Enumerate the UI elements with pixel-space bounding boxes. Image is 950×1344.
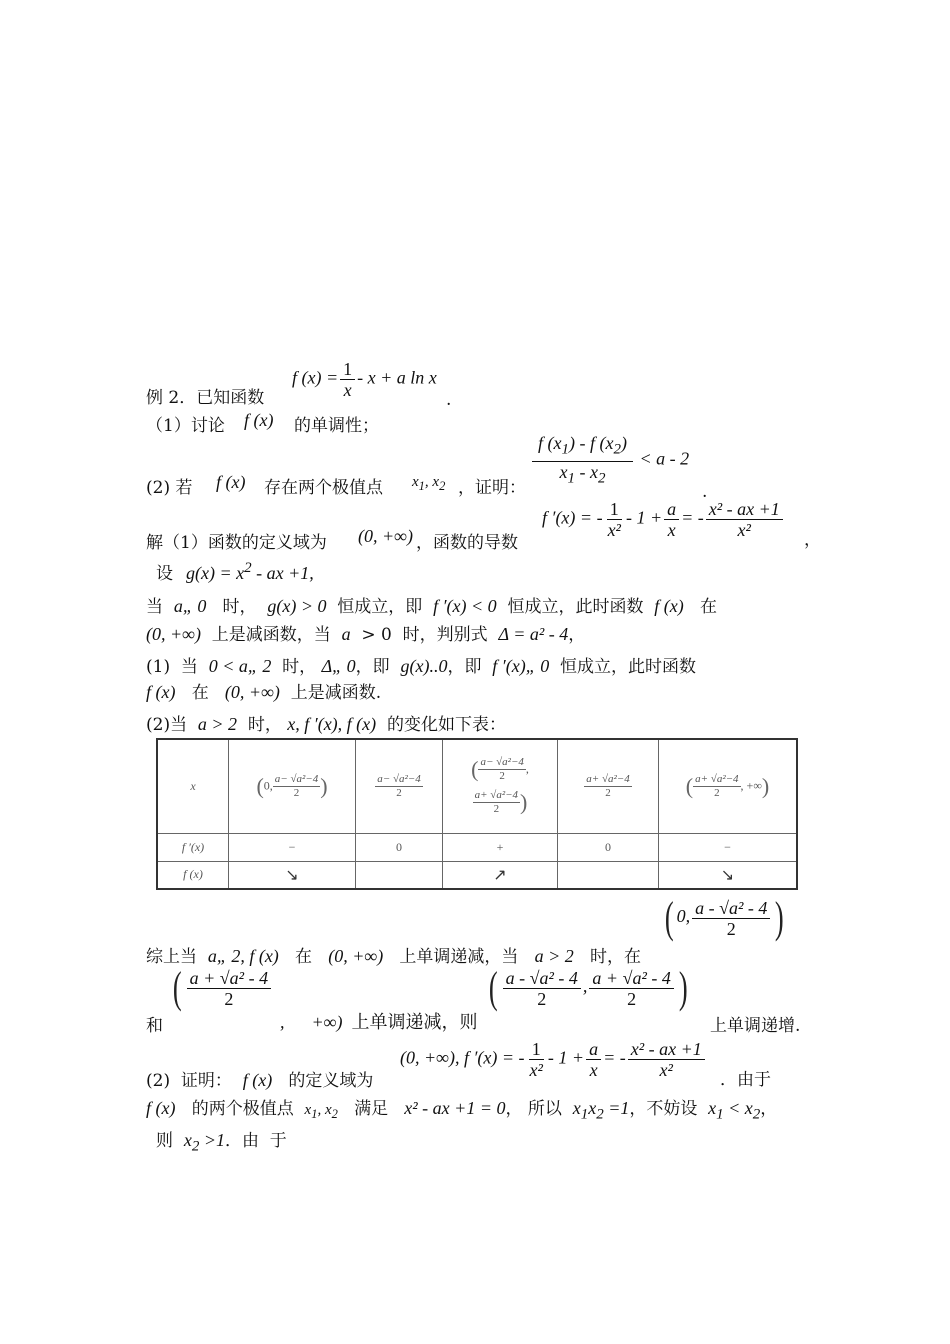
increasing-arrow-icon: ↗ — [443, 861, 558, 889]
function-definition: f (x) = $\frac{1}{x}$ - x + a ln x — [292, 359, 437, 400]
domain: (0, +∞) — [358, 526, 413, 546]
q2-prove: ，证明： — [458, 478, 526, 498]
case-a-le0-b: (0, +∞) 上是减函数，当 a > 0 时，判别式 Δ = a² - 4， — [146, 624, 586, 645]
variation-table — [156, 738, 798, 890]
summary-interval-3: ( $\frac{\text{a - √a² - 4}}{2}$ , $\frac{\text{a + √a² - 4}}{2}$ ) — [488, 963, 688, 1012]
derivative: f ′(x) = - $\frac{1}{\text{x²}}$ - 1 + $\frac{a}{x}$ = - $\frac{\text{x² - ax +1}}{\text{x²}}$ — [542, 500, 785, 539]
table-row-fprime — [157, 833, 797, 861]
cell-point-1: $\frac{\text{a− √a²−4}}{2}$ — [356, 739, 443, 833]
cell-fp-4: 0 — [558, 833, 659, 861]
proof-line-3: 则 $x_2 >1$．由 于 — [156, 1130, 287, 1155]
comma: ， — [804, 530, 821, 550]
q1-text: 的单调性； — [294, 416, 379, 436]
example-title: 例 2．已知函数 — [146, 388, 265, 408]
case-1: (1) 当 0 < a„ 2 时， Δ„ 0，即 g(x)..0，即 f ′(x)„ 0 恒成立，此时函数 — [146, 656, 697, 677]
cell-fp-2: 0 — [356, 833, 443, 861]
cell-point-2: $\frac{\text{a+ √a²−4}}{2}$ — [558, 739, 659, 833]
proof-line-2: f (x) 的两个极值点 $x_1$, $x_2$ 满足 x² - ax +1 = 0， 所以 $x_1x_2 =1$，不妨设 $x_1 < x_2$， — [146, 1098, 778, 1123]
cell-fp-1: − — [229, 833, 356, 861]
table-row-f — [157, 861, 797, 889]
q1-f: f (x) — [244, 410, 274, 430]
period: . — [446, 390, 452, 410]
question-1: （1）讨论 — [146, 416, 225, 436]
cell-fp-3: + — [443, 833, 558, 861]
q2-f: f (x) — [216, 472, 246, 492]
cell-f-label: f (x) — [157, 861, 229, 889]
summary-infty: , +∞) 上单调递减，则 — [280, 1012, 478, 1032]
q2-period: . — [702, 482, 708, 502]
summary-and: 和 — [146, 1016, 163, 1036]
proof-label: (2) 证明： f (x) 的定义域为 — [146, 1070, 374, 1091]
decreasing-arrow-icon: ↘ — [229, 861, 356, 889]
case-1-b: f (x) 在 (0, +∞) 上是减函数. — [146, 682, 382, 703]
summary-increasing: 上单调递增. — [710, 1016, 801, 1036]
summary: 综上当 a„ 2, f (x) 在 (0, +∞) 上单调递减，当 a > 2 时，在 — [146, 946, 642, 967]
table-row-x — [157, 739, 797, 833]
cell-f-4 — [558, 861, 659, 889]
cell-interval-3: ( $\frac{\text{a+ √a²−4}}{2}$ , +∞) — [659, 739, 798, 833]
cell-fp-5: − — [659, 833, 798, 861]
solution-label: 解（1）函数的定义域为 — [146, 533, 327, 553]
summary-interval-2: ( $\frac{\text{a + √a² - 4}}{2}$ — [170, 966, 273, 1010]
cell-interval-1: (0, $\frac{\text{a− √a²−4}}{2}$ ) — [229, 739, 356, 833]
cell-x-label: x — [157, 739, 229, 833]
set-label: 设 — [156, 564, 173, 584]
q2-inequality: $\frac{f (x_1) - f (x_2)}{x_1 - x_2}$ < a - 2 — [530, 434, 689, 487]
proof-derivative: (0, +∞), f ′(x) = - $\frac{1}{\text{x²}}$ - 1 + $\frac{a}{x}$ = - $\frac{\text{x² - ax +1}}{\text{x²}}$ — [400, 1040, 707, 1079]
summary-interval-1: ( 0, $\frac{\text{a - √a² - 4}}{2}$ ) — [664, 893, 785, 942]
decreasing-arrow-icon: ↘ — [659, 861, 798, 889]
case-2: (2)当 a > 2 时， x, f ′(x), f (x) 的变化如下表： — [146, 714, 506, 735]
cell-interval-2: ( $\frac{\text{a− √a²−4}}{2}$ , $\frac{\text{a+ √a²−4}}{2}$ ) — [443, 739, 558, 833]
q2-x12: $x_1$, $x_2$ — [412, 474, 446, 493]
deriv-text: ，函数的导数 — [416, 533, 518, 553]
q2-text: 存在两个极值点 — [264, 478, 383, 498]
proof-since: ．由于 — [720, 1070, 771, 1090]
cell-f-2 — [356, 861, 443, 889]
q2-label: (2) 若 — [146, 478, 193, 498]
cell-fp-label: f ′(x) — [157, 833, 229, 861]
case-a-le0: 当 a„ 0 时， g(x) > 0 恒成立，即 f ′(x) < 0 恒成立，此时函数 f (x) 在 — [146, 596, 717, 617]
g-definition: $g(x) = x^2$ - ax +1, — [186, 560, 314, 583]
